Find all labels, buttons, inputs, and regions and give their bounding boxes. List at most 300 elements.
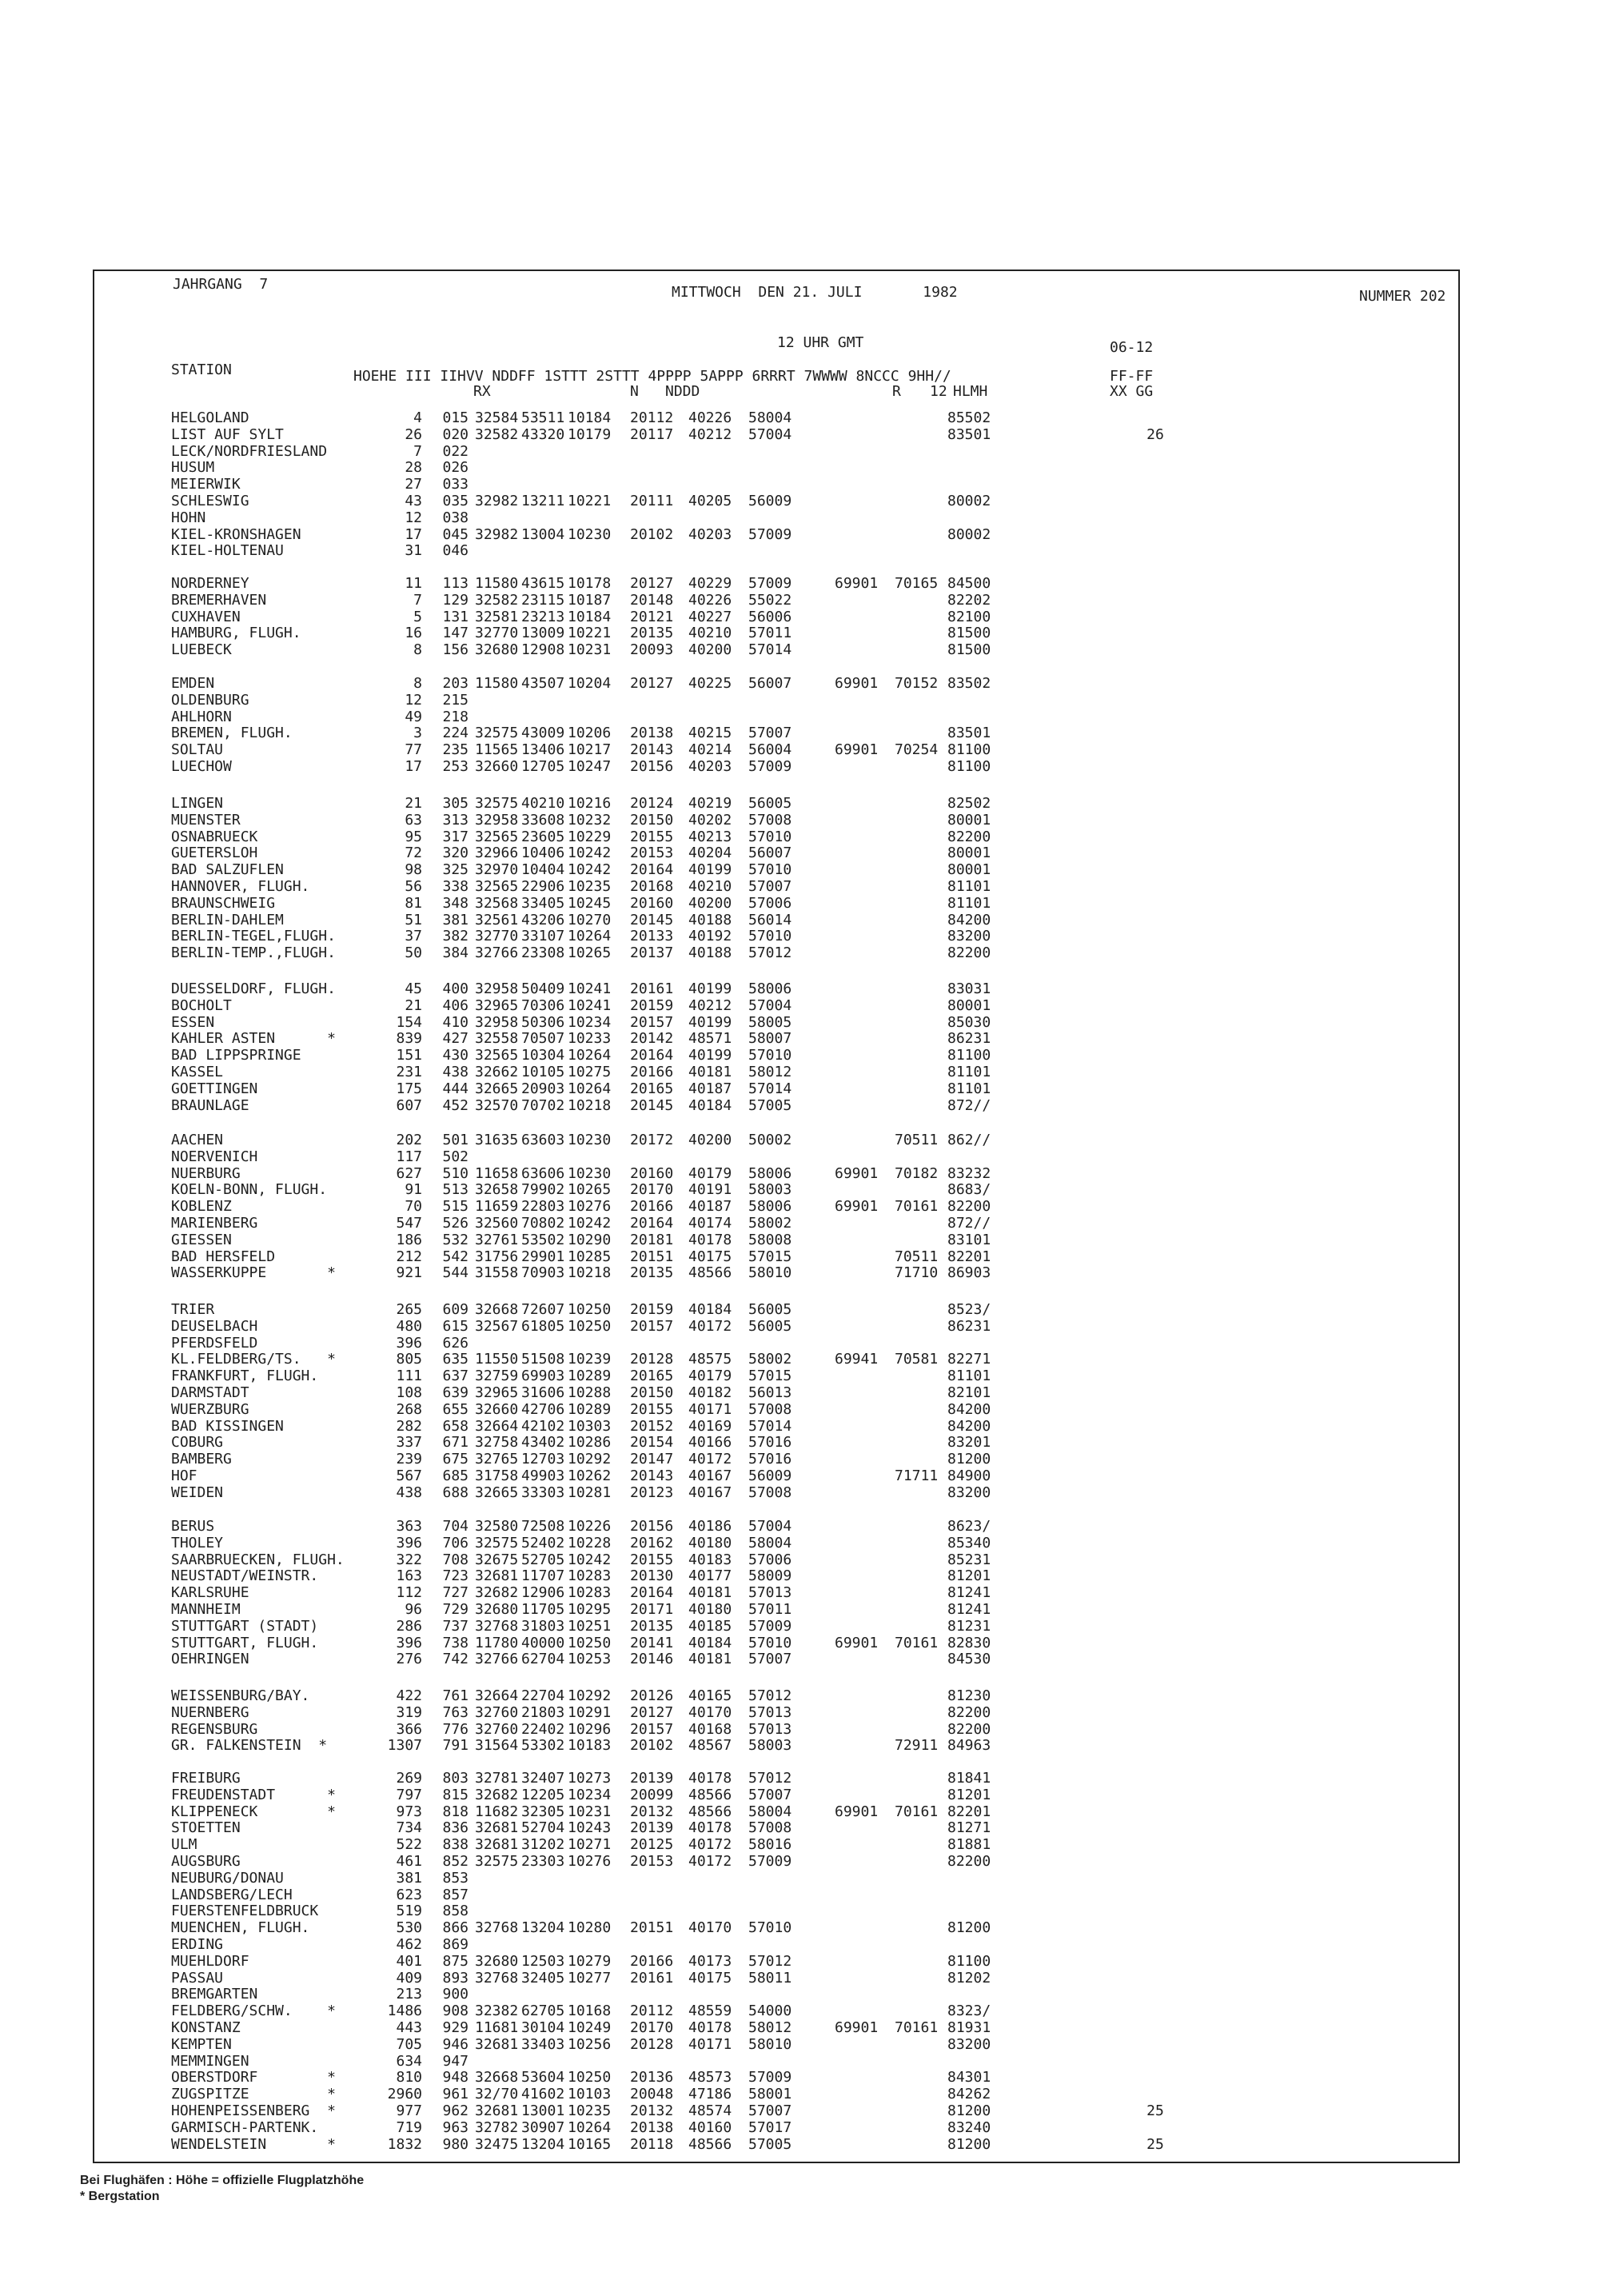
footnote-mountain: * Bergstation [80,2190,160,2203]
station-name: KIEL-KRONSHAGEN [171,525,301,543]
code-group: 10283 [568,1584,612,1602]
code-group: 32668 [475,1301,519,1318]
table-row [0,997,1599,1014]
code-group: 10264 [568,2118,612,2136]
code-group: 20127 [630,1703,674,1721]
table-row [0,1704,1599,1721]
code-group: 40199 [688,1013,732,1031]
code-group: 40172 [688,1451,732,1468]
code-group: 20164 [630,1215,674,1232]
code-group: 31606 [521,1384,565,1401]
code-group: 32558 [475,1030,519,1048]
station-index: 929 [442,2019,469,2036]
table-row [0,1535,1599,1551]
table-row [0,1484,1599,1501]
code-group: 11580 [475,575,519,592]
code-group: 10285 [568,1248,612,1265]
station-altitude: 719 [396,2118,422,2136]
station-altitude: 805 [396,1351,422,1368]
code-group: 23213 [521,608,565,625]
code-group: 10264 [568,928,612,945]
code-group: 70581 [895,1351,939,1368]
station-name: MEMMINGEN [171,2052,249,2070]
code-group: 32758 [475,1434,519,1451]
code-group: 40172 [688,1853,732,1870]
code-group: 81241 [947,1584,991,1602]
station-name: NORDERNEY [171,575,249,592]
code-group: 40175 [688,1248,732,1265]
code-group: 20164 [630,1584,674,1602]
station-name: MUENSTER [171,811,241,829]
code-group: 56005 [748,795,792,812]
code-group: 57004 [748,996,792,1014]
code-group: 10280 [568,1919,612,1937]
code-group: 32760 [475,1703,519,1721]
station-name: SCHLESWIG [171,493,249,509]
code-group: 53604 [521,2069,565,2086]
code-group: 82200 [947,1198,991,1216]
code-group: 83502 [947,675,991,692]
code-group: 10187 [568,591,612,609]
station-name: FRANKFURT, FLUGH. [171,1368,319,1385]
code-group: 10184 [568,608,612,625]
code-group: 80002 [947,493,991,509]
station-name: FELDBERG/SCHW. * [171,2003,336,2020]
code-group: 57015 [748,1368,792,1385]
station-index: 737 [442,1617,469,1635]
table-row [0,1248,1599,1265]
code-group: 20099 [630,1786,674,1803]
table-row [0,1687,1599,1704]
station-altitude: 265 [396,1301,422,1318]
code-group: 56004 [748,741,792,759]
station-altitude: 810 [396,2069,422,2086]
station-altitude: 175 [396,1080,422,1097]
code-group: 40185 [688,1617,732,1635]
code-group: 43206 [521,911,565,928]
station-altitude: 50 [405,944,422,962]
code-group: 20157 [630,1317,674,1335]
code-group: 70161 [895,1634,939,1651]
table-row [0,625,1599,641]
code-group: 52705 [521,1551,565,1568]
code-group: 10264 [568,1080,612,1097]
table-row [0,443,1599,460]
station-name: BAD SALZUFLEN [171,861,284,879]
code-group: 40178 [688,2019,732,2036]
station-altitude: 45 [405,980,422,997]
code-group: 10283 [568,1567,612,1585]
station-altitude: 438 [396,1483,422,1501]
code-group: 10243 [568,1819,612,1837]
code-group: 57004 [748,1518,792,1535]
code-group: 13204 [521,1919,565,1937]
table-row [0,1601,1599,1618]
station-name: BAD HERSFELD [171,1248,276,1265]
station-index: 776 [442,1720,469,1738]
table-row [0,641,1599,658]
code-group: 10286 [568,1434,612,1451]
table-row [0,409,1599,426]
code-group: 48559 [688,2003,732,2020]
table-row [0,1853,1599,1870]
station-name: THOLEY [171,1534,224,1551]
code-group: 32766 [475,944,519,962]
code-group: 56005 [748,1317,792,1335]
code-group: 32770 [475,625,519,642]
code-group: 10232 [568,811,612,829]
code-group: 31803 [521,1617,565,1635]
code-group: 58004 [748,1534,792,1551]
code-group: 11580 [475,675,519,692]
code-group: 83501 [947,425,991,443]
station-index: 866 [442,1919,469,1937]
station-altitude: 11 [405,575,422,592]
code-group: 57011 [748,625,792,642]
code-group: 86231 [947,1030,991,1048]
station-name: OLDENBURG [171,691,249,709]
station-name: REGENSBURG [171,1720,258,1738]
code-group: 82502 [947,795,991,812]
code-group: 40200 [688,894,732,912]
station-index: 675 [442,1451,469,1468]
code-group: 58009 [748,1567,792,1585]
code-group: 40000 [521,1634,565,1651]
station-name: BRAUNLAGE [171,1096,249,1114]
code-group: 8323/ [947,2003,991,2020]
table-row [0,1803,1599,1820]
table-row [0,1567,1599,1584]
code-group: 32565 [475,1047,519,1064]
wind-gust: 26 [1146,425,1164,443]
code-group: 58011 [748,1969,792,1987]
code-group: 58001 [748,2086,792,2103]
station-index: 852 [442,1853,469,1870]
code-group: 20159 [630,1301,674,1318]
code-group: 10234 [568,1013,612,1031]
station-name: CUXHAVEN [171,608,241,625]
table-row [0,692,1599,709]
station-index: 513 [442,1181,469,1199]
code-group: 81500 [947,625,991,642]
code-group: 11565 [475,741,519,759]
station-altitude: 77 [405,741,422,759]
table-row [0,1467,1599,1484]
code-group: 56005 [748,1301,792,1318]
code-group: 32575 [475,725,519,742]
code-group: 8623/ [947,1518,991,1535]
code-group: 10245 [568,894,612,912]
station-name: HANNOVER, FLUGH. [171,878,310,895]
code-group: 40229 [688,575,732,592]
station-index: 900 [442,1986,469,2003]
code-group: 20145 [630,1096,674,1114]
code-group: 32768 [475,1919,519,1937]
code-group: 20160 [630,1164,674,1182]
code-group: 57005 [748,1096,792,1114]
code-group: 57012 [748,1770,792,1787]
code-group: 53511 [521,409,565,426]
code-group: 40192 [688,928,732,945]
code-group: 32682 [475,1584,519,1602]
code-group: 69901 [835,1634,879,1651]
code-group: 40170 [688,1919,732,1937]
station-index: 544 [442,1264,469,1282]
code-group: 70165 [895,575,939,592]
code-group: 20153 [630,1853,674,1870]
station-name: ULM [171,1836,197,1854]
code-group: 83101 [947,1231,991,1248]
station-altitude: 239 [396,1451,422,1468]
code-group: 81241 [947,1601,991,1618]
code-group: 81100 [947,1047,991,1064]
table-row [0,861,1599,878]
code-group: 81230 [947,1687,991,1704]
station-name: KLIPPENECK * [171,1803,336,1820]
station-name: MARIENBERG [171,1215,258,1232]
code-group: 81101 [947,894,991,912]
station-index: 763 [442,1703,469,1721]
code-group: 57010 [748,928,792,945]
station-altitude: 409 [396,1969,422,1987]
twelve-header: 12 [930,383,947,400]
table-row [0,1198,1599,1215]
code-group: 40212 [688,425,732,443]
code-group: 58007 [748,1030,792,1048]
station-altitude: 43 [405,493,422,509]
code-group: 51508 [521,1351,565,1368]
code-group: 70182 [895,1164,939,1182]
code-group: 58002 [748,1215,792,1232]
code-group: 58012 [748,1064,792,1080]
code-group: 31202 [521,1836,565,1854]
station-altitude: 51 [405,911,422,928]
code-group: 40199 [688,1047,732,1064]
code-group: 40184 [688,1301,732,1318]
code-group: 83201 [947,1434,991,1451]
station-altitude: 3 [413,725,422,742]
table-row [0,1165,1599,1182]
station-altitude: 16 [405,625,422,642]
wind-gust: 25 [1146,2102,1164,2119]
station-index: 338 [442,878,469,895]
table-row [0,542,1599,559]
code-group: 20148 [630,591,674,609]
station-index: 215 [442,691,469,709]
code-group: 82100 [947,608,991,625]
code-group: 20903 [521,1080,565,1097]
code-group: 30907 [521,2118,565,2136]
code-group: 20048 [630,2086,674,2103]
code-group: 20135 [630,625,674,642]
table-row [0,1787,1599,1803]
code-group: 32660 [475,1400,519,1418]
station-index: 836 [442,1819,469,1837]
code-group: 20118 [630,2135,674,2153]
code-group: 20135 [630,1264,674,1282]
station-index: 452 [442,1096,469,1114]
station-index: 438 [442,1064,469,1080]
table-row [0,1870,1599,1887]
code-group: 72911 [895,1737,939,1755]
code-group: 21803 [521,1703,565,1721]
code-group: 53302 [521,1737,565,1755]
station-name: COBURG [171,1434,224,1451]
code-group: 12906 [521,1584,565,1602]
table-row [0,741,1599,758]
code-group: 32982 [475,493,519,509]
issue-number: NUMMER 202 [1359,288,1446,305]
table-row [0,1215,1599,1232]
station-name: KIEL-HOLTENAU [171,542,284,560]
station-altitude: 8 [413,641,422,659]
station-name: NUERNBERG [171,1703,249,1721]
code-group: 40191 [688,1181,732,1199]
code-group: 32565 [475,878,519,895]
station-altitude: 31 [405,542,422,560]
code-group: 32575 [475,1534,519,1551]
station-altitude: 1486 [387,2003,422,2020]
code-group: 32958 [475,811,519,829]
code-group: 20125 [630,1836,674,1854]
code-group: 20133 [630,928,674,945]
code-group: 23308 [521,944,565,962]
code-group: 81200 [947,1919,991,1937]
station-altitude: 63 [405,811,422,829]
code-group: 11681 [475,2019,519,2036]
code-group: 40227 [688,608,732,625]
table-row [0,1919,1599,1936]
station-name: WEIDEN [171,1483,224,1501]
code-group: 85502 [947,409,991,426]
code-group: 80001 [947,861,991,879]
code-group: 58002 [748,1351,792,1368]
code-group: 32664 [475,1417,519,1435]
code-group: 20112 [630,2003,674,2020]
station-altitude: 623 [396,1886,422,1903]
code-group: 32958 [475,1013,519,1031]
code-group: 40168 [688,1720,732,1738]
table-row [0,2053,1599,2070]
code-group: 11780 [475,1634,519,1651]
code-group: 12908 [521,641,565,659]
code-group: 12703 [521,1451,565,1468]
station-index: 156 [442,641,469,659]
code-group: 32668 [475,2069,519,2086]
code-group: 32581 [475,608,519,625]
code-group: 20155 [630,1400,674,1418]
code-group: 10289 [568,1368,612,1385]
station-name: KL.FELDBERG/TS. * [171,1351,336,1368]
code-group: 58006 [748,1164,792,1182]
code-group: 70152 [895,675,939,692]
code-group: 57010 [748,1919,792,1937]
code-group: 40178 [688,1770,732,1787]
code-group: 32759 [475,1368,519,1385]
station-name: HELGOLAND [171,409,249,426]
code-group: 56007 [748,675,792,692]
station-name: LUECHOW [171,758,232,775]
code-group: 20112 [630,409,674,426]
code-group: 40188 [688,911,732,928]
code-group: 10230 [568,1132,612,1148]
table-row [0,1970,1599,1987]
code-group: 20165 [630,1368,674,1385]
station-index: 791 [442,1737,469,1755]
code-group: 40182 [688,1384,732,1401]
code-group: 32766 [475,1651,519,1668]
code-group: 84200 [947,1417,991,1435]
station-name: HOHENPEISSENBERG * [171,2102,336,2119]
station-name: PFERDSFELD [171,1334,258,1352]
table-row [0,1264,1599,1281]
code-group: 13406 [521,741,565,759]
station-name: WEISSENBURG/BAY. [171,1687,310,1704]
code-group: 40215 [688,725,732,742]
code-group: 10105 [521,1064,565,1080]
code-group: 82200 [947,1720,991,1738]
code-group: 57014 [748,1417,792,1435]
code-group: 12205 [521,1786,565,1803]
station-altitude: 111 [396,1368,422,1385]
station-name: OSNABRUECK [171,828,258,845]
code-group: 57006 [748,1551,792,1568]
station-index: 738 [442,1634,469,1651]
code-group: 57016 [748,1451,792,1468]
station-altitude: 12 [405,509,422,526]
station-name: BERLIN-TEMP.,FLUGH. [171,944,336,962]
station-altitude: 396 [396,1634,422,1651]
code-group: 81100 [947,758,991,775]
code-group: 10218 [568,1264,612,1282]
code-group: 40177 [688,1567,732,1585]
code-group: 57005 [748,2135,792,2153]
table-row [0,829,1599,845]
code-group: 32561 [475,911,519,928]
station-index: 542 [442,1248,469,1265]
code-group: 10277 [568,1969,612,1987]
code-group: 54000 [748,2003,792,2020]
station-altitude: 839 [396,1030,422,1048]
code-group: 32580 [475,1518,519,1535]
table-row [0,1887,1599,1903]
code-group: 70511 [895,1132,939,1148]
code-group: 10251 [568,1617,612,1635]
code-group: 57009 [748,758,792,775]
code-group: 32582 [475,591,519,609]
table-row [0,1301,1599,1318]
code-group: 81202 [947,1969,991,1987]
station-altitude: 522 [396,1836,422,1854]
code-group: 82201 [947,1248,991,1265]
station-name: KASSEL [171,1064,224,1080]
code-group: 33303 [521,1483,565,1501]
station-index: 382 [442,928,469,945]
code-group: 72508 [521,1518,565,1535]
code-group: 10221 [568,625,612,642]
station-name: EMDEN [171,675,215,692]
code-group: 82271 [947,1351,991,1368]
code-group: 22704 [521,1687,565,1704]
station-index: 893 [442,1969,469,1987]
code-group: 57008 [748,1400,792,1418]
code-group: 57013 [748,1584,792,1602]
code-group: 57009 [748,525,792,543]
station-altitude: 7 [413,591,422,609]
code-group: 47186 [688,2086,732,2103]
code-group: 84963 [947,1737,991,1755]
code-group: 81200 [947,2102,991,2119]
